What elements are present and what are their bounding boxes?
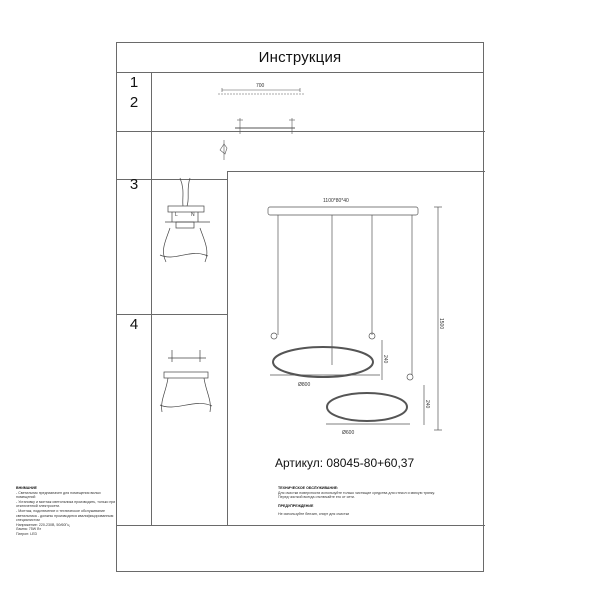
notes-left-line: отключенной электросети. [16, 504, 61, 509]
notes-left-line: - Монтаж, подключение и техническое обслуживание [16, 508, 105, 513]
dim-drop-1: 240 [382, 355, 388, 364]
dim-700: 700 [256, 83, 265, 89]
wiring-sketch [160, 178, 210, 262]
dim-ring-600: Ø600 [342, 430, 355, 436]
notes-warn-title: ПРЕДУПРЕЖДЕНИЕ [278, 503, 314, 508]
notes-left-line: - Установку и монтаж светильника производить, только при [16, 499, 116, 504]
notes-left-line: Лампа: 75W Вт [16, 527, 42, 532]
notes-right-title: ТЕХНИЧЕСКОЕ ОБСЛУЖИВАНИЕ: [278, 486, 339, 490]
notes-left-title: ВНИМАНИЕ [16, 486, 37, 490]
notes-left-line: светильника - должны производится квалифицированным [16, 513, 114, 518]
notes-left-line: - Светильник предназначен для помещения вилых [16, 490, 101, 495]
wire-label-l: L [175, 212, 178, 218]
notes-maintenance [278, 486, 478, 517]
mount-sketch [218, 88, 305, 160]
dim-height: 1500 [438, 318, 444, 330]
page-title: Инструкция [258, 49, 342, 66]
notes-left-line: помещений [16, 495, 36, 500]
step-number-3: 3 [129, 176, 139, 193]
dim-drop-2: 240 [424, 400, 430, 409]
step-number-4: 4 [129, 316, 139, 333]
notes-left-line: Напряжение: 220-230В, 50/60Гц [16, 522, 70, 527]
notes-warn-line: Не используйте бензин, спирт для очистки [278, 512, 350, 517]
mounting-sketch [160, 350, 212, 412]
wire-label-n: N [191, 212, 195, 218]
step-number-1: 1 [129, 74, 139, 91]
article-number: Артикул: 08045-80+60,37 [275, 456, 415, 470]
notes-left-line: специалистом [16, 518, 40, 523]
notes-right-line: Перед чисткой всегда отключайте его от сети. [278, 495, 355, 500]
chandelier-drawing [268, 207, 442, 430]
notes-warning [16, 486, 146, 537]
dim-ring-800: Ø800 [298, 382, 311, 388]
step-number-2: 2 [129, 94, 139, 111]
notes-left-line: Патрон: LED [16, 531, 38, 536]
notes-right-line: Для очистки поверхности используйте только чистящие средства для стекол и мягкую тряпку. [278, 490, 435, 495]
dim-bar-size: 1100*80*40 [323, 198, 349, 204]
